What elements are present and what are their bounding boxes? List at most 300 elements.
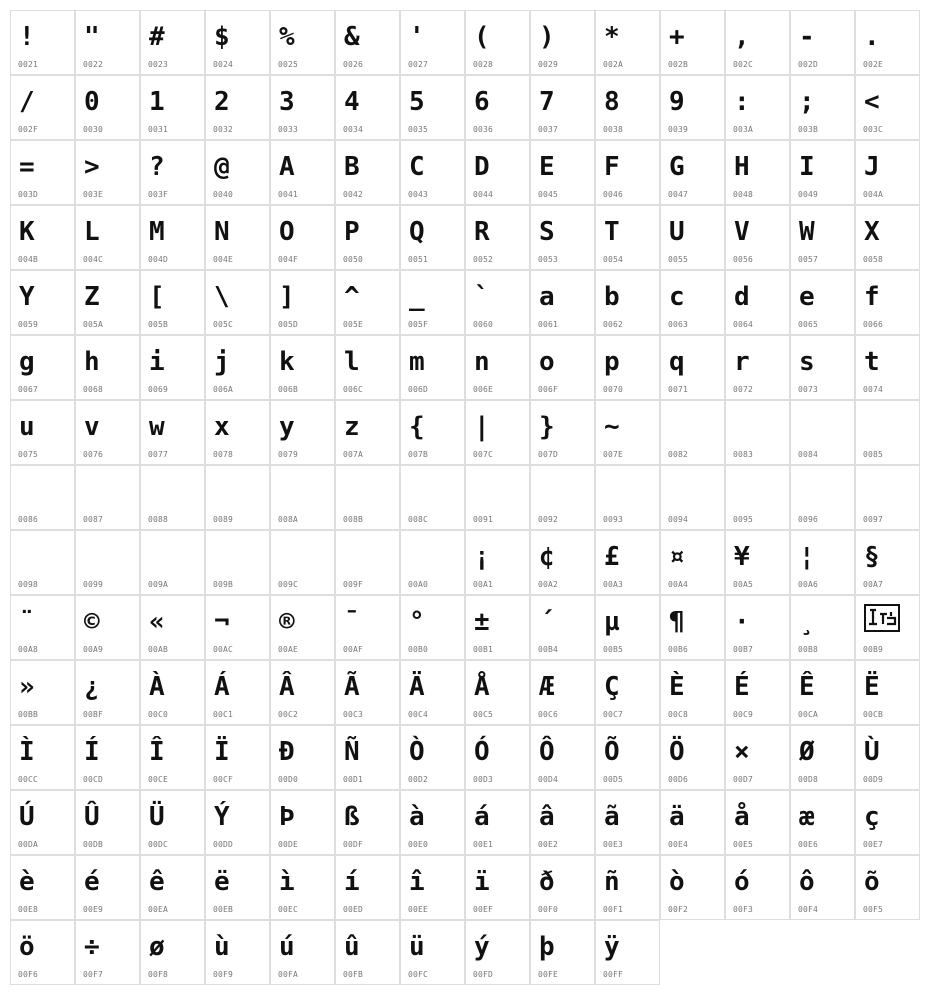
glyph-cell[interactable] [855, 75, 920, 140]
glyph-cell[interactable] [205, 920, 270, 985]
glyph-cell[interactable] [595, 10, 660, 75]
glyph-sample: h [84, 347, 100, 377]
glyph-cell[interactable] [10, 400, 75, 465]
glyph-cell[interactable] [205, 725, 270, 790]
glyph-cell[interactable] [270, 855, 335, 920]
glyph-cell[interactable] [75, 790, 140, 855]
glyph-cell[interactable] [270, 10, 335, 75]
glyph-cell[interactable] [465, 465, 530, 530]
glyph-cell[interactable] [855, 270, 920, 335]
glyph-cell[interactable] [270, 140, 335, 205]
glyph-cell[interactable] [140, 10, 205, 75]
glyph-cell[interactable] [335, 595, 400, 660]
glyph-cell[interactable] [205, 660, 270, 725]
glyph-sample: V [734, 217, 750, 247]
glyph-cell[interactable] [595, 140, 660, 205]
glyph-cell[interactable] [205, 10, 270, 75]
glyph-cell[interactable] [10, 465, 75, 530]
glyph-cell[interactable] [660, 790, 725, 855]
glyph-sample: c [669, 282, 685, 312]
glyph-cell[interactable] [855, 335, 920, 400]
glyph-cell[interactable] [205, 400, 270, 465]
glyph-cell[interactable] [270, 335, 335, 400]
glyph-cell[interactable] [270, 725, 335, 790]
glyph-cell[interactable] [205, 790, 270, 855]
glyph-cell[interactable] [270, 75, 335, 140]
glyph-codepoint-label: 00C4 [408, 710, 429, 719]
glyph-cell[interactable] [465, 75, 530, 140]
glyph-codepoint-label: 00B8 [798, 645, 819, 654]
glyph-cell[interactable] [660, 10, 725, 75]
glyph-sample: Ø [799, 737, 815, 767]
glyph-cell[interactable] [790, 660, 855, 725]
glyph-codepoint-label: 0061 [538, 320, 559, 329]
glyph-sample: ¿ [84, 672, 100, 702]
glyph-sample: j [214, 347, 230, 377]
glyph-cell[interactable] [205, 855, 270, 920]
glyph-cell[interactable] [335, 790, 400, 855]
glyph-cell[interactable] [855, 595, 920, 660]
glyph-cell[interactable] [75, 140, 140, 205]
glyph-codepoint-label: 0028 [473, 60, 494, 69]
glyph-cell[interactable] [335, 205, 400, 270]
glyph-cell[interactable] [335, 725, 400, 790]
glyph-map-grid [10, 10, 920, 985]
glyph-sample: , [734, 22, 750, 52]
glyph-codepoint-label: 0048 [733, 190, 754, 199]
glyph-cell[interactable] [660, 595, 725, 660]
glyph-codepoint-label: 00C6 [538, 710, 559, 719]
glyph-cell[interactable] [790, 270, 855, 335]
glyph-cell[interactable] [465, 660, 530, 725]
glyph-cell[interactable] [725, 335, 790, 400]
glyph-cell[interactable] [530, 595, 595, 660]
glyph-cell[interactable] [205, 595, 270, 660]
glyph-codepoint-label: 0051 [408, 255, 429, 264]
glyph-cell[interactable] [400, 725, 465, 790]
glyph-codepoint-label: 009B [213, 580, 234, 589]
glyph-cell[interactable] [400, 205, 465, 270]
glyph-codepoint-label: 0070 [603, 385, 624, 394]
glyph-cell[interactable] [335, 855, 400, 920]
glyph-cell[interactable] [270, 920, 335, 985]
glyph-cell[interactable] [465, 205, 530, 270]
glyph-cell[interactable] [465, 920, 530, 985]
glyph-codepoint-label: 0047 [668, 190, 689, 199]
glyph-cell[interactable] [530, 75, 595, 140]
glyph-sample: û [344, 932, 360, 962]
glyph-cell[interactable] [10, 530, 75, 595]
glyph-cell[interactable] [725, 75, 790, 140]
glyph-cell[interactable] [465, 140, 530, 205]
glyph-cell[interactable] [530, 725, 595, 790]
glyph-cell[interactable] [660, 660, 725, 725]
glyph-cell[interactable] [400, 465, 465, 530]
glyph-cell[interactable] [725, 725, 790, 790]
glyph-codepoint-label: 0074 [863, 385, 884, 394]
glyph-cell[interactable] [400, 10, 465, 75]
glyph-cell[interactable] [75, 335, 140, 400]
glyph-cell[interactable] [530, 790, 595, 855]
glyph-cell[interactable] [595, 595, 660, 660]
glyph-codepoint-label: 0032 [213, 125, 234, 134]
glyph-codepoint-label: 00BB [18, 710, 39, 719]
glyph-cell[interactable] [140, 530, 205, 595]
glyph-cell[interactable] [270, 595, 335, 660]
glyph-codepoint-label: 00A4 [668, 580, 689, 589]
glyph-cell[interactable] [725, 855, 790, 920]
glyph-cell[interactable] [205, 530, 270, 595]
superscript-one-box-icon [864, 604, 897, 630]
glyph-codepoint-label: 0025 [278, 60, 299, 69]
glyph-cell[interactable] [790, 530, 855, 595]
glyph-cell[interactable] [855, 205, 920, 270]
glyph-cell[interactable] [530, 400, 595, 465]
glyph-cell[interactable] [595, 465, 660, 530]
glyph-cell[interactable] [270, 530, 335, 595]
glyph-cell[interactable] [660, 335, 725, 400]
glyph-cell[interactable] [400, 530, 465, 595]
glyph-cell[interactable] [465, 270, 530, 335]
glyph-cell[interactable] [855, 725, 920, 790]
glyph-cell[interactable] [75, 530, 140, 595]
glyph-cell[interactable] [530, 335, 595, 400]
glyph-codepoint-label: 007D [538, 450, 559, 459]
glyph-cell[interactable] [465, 725, 530, 790]
glyph-codepoint-label: 00ED [343, 905, 364, 914]
glyph-cell[interactable] [660, 140, 725, 205]
glyph-cell[interactable] [75, 855, 140, 920]
glyph-codepoint-label: 007E [603, 450, 624, 459]
glyph-sample: » [19, 672, 35, 702]
glyph-codepoint-label: 00B0 [408, 645, 429, 654]
glyph-cell[interactable] [855, 400, 920, 465]
glyph-sample: S [539, 217, 555, 247]
glyph-cell[interactable] [660, 725, 725, 790]
glyph-cell[interactable] [10, 725, 75, 790]
glyph-sample: t [864, 347, 880, 377]
glyph-cell[interactable] [465, 790, 530, 855]
glyph-codepoint-label: 0098 [18, 580, 39, 589]
glyph-codepoint-label: 003E [83, 190, 104, 199]
glyph-cell[interactable] [595, 920, 660, 985]
glyph-codepoint-label: 005A [83, 320, 104, 329]
glyph-cell[interactable] [270, 790, 335, 855]
glyph-sample: W [799, 217, 815, 247]
glyph-sample: Þ [279, 802, 295, 832]
glyph-cell[interactable] [725, 660, 790, 725]
glyph-cell[interactable] [725, 465, 790, 530]
glyph-cell[interactable] [790, 725, 855, 790]
glyph-cell[interactable] [660, 465, 725, 530]
glyph-cell[interactable] [400, 335, 465, 400]
glyph-cell[interactable] [660, 270, 725, 335]
glyph-codepoint-label: 0073 [798, 385, 819, 394]
glyph-cell[interactable] [855, 140, 920, 205]
glyph-cell[interactable] [140, 465, 205, 530]
glyph-cell[interactable] [335, 75, 400, 140]
glyph-cell[interactable] [595, 400, 660, 465]
glyph-cell[interactable] [660, 75, 725, 140]
glyph-cell[interactable] [400, 400, 465, 465]
glyph-cell[interactable] [725, 10, 790, 75]
glyph-cell[interactable] [725, 205, 790, 270]
glyph-cell[interactable] [855, 790, 920, 855]
glyph-cell[interactable] [400, 660, 465, 725]
glyph-cell[interactable] [270, 270, 335, 335]
glyph-cell[interactable] [530, 920, 595, 985]
glyph-cell[interactable] [530, 660, 595, 725]
glyph-cell[interactable] [10, 270, 75, 335]
glyph-cell[interactable] [660, 400, 725, 465]
glyph-cell[interactable] [140, 660, 205, 725]
glyph-cell[interactable] [595, 530, 660, 595]
glyph-sample: « [149, 607, 165, 637]
glyph-codepoint-label: 00C9 [733, 710, 754, 719]
glyph-sample: q [669, 347, 685, 377]
glyph-cell[interactable] [205, 465, 270, 530]
glyph-codepoint-label: 00A0 [408, 580, 429, 589]
glyph-cell[interactable] [10, 855, 75, 920]
glyph-sample: ä [669, 802, 685, 832]
glyph-codepoint-label: 00D7 [733, 775, 754, 784]
glyph-cell[interactable] [140, 855, 205, 920]
glyph-cell[interactable] [530, 10, 595, 75]
glyph-codepoint-label: 002F [18, 125, 39, 134]
glyph-cell[interactable] [335, 10, 400, 75]
glyph-sample: I [799, 152, 815, 182]
glyph-sample: M [149, 217, 165, 247]
glyph-cell[interactable] [75, 595, 140, 660]
glyph-cell[interactable] [400, 270, 465, 335]
glyph-cell[interactable] [855, 10, 920, 75]
glyph-codepoint-label: 0066 [863, 320, 884, 329]
glyph-cell[interactable] [725, 270, 790, 335]
glyph-sample: R [474, 217, 490, 247]
glyph-codepoint-label: 00AE [278, 645, 299, 654]
glyph-cell[interactable] [725, 140, 790, 205]
glyph-cell[interactable] [140, 790, 205, 855]
glyph-codepoint-label: 0029 [538, 60, 559, 69]
glyph-codepoint-label: 00E6 [798, 840, 819, 849]
glyph-cell[interactable] [75, 10, 140, 75]
glyph-codepoint-label: 0084 [798, 450, 819, 459]
glyph-cell[interactable] [10, 75, 75, 140]
glyph-cell[interactable] [75, 725, 140, 790]
glyph-cell[interactable] [205, 335, 270, 400]
glyph-cell[interactable] [855, 465, 920, 530]
glyph-codepoint-label: 0023 [148, 60, 169, 69]
glyph-codepoint-label: 00FB [343, 970, 364, 979]
glyph-cell[interactable] [725, 400, 790, 465]
glyph-codepoint-label: 00C3 [343, 710, 364, 719]
glyph-cell[interactable] [75, 920, 140, 985]
glyph-cell[interactable] [10, 790, 75, 855]
glyph-cell[interactable] [790, 140, 855, 205]
glyph-cell[interactable] [10, 595, 75, 660]
glyph-sample: J [864, 152, 880, 182]
glyph-cell[interactable] [335, 400, 400, 465]
glyph-sample: * [604, 22, 620, 52]
glyph-cell[interactable] [75, 270, 140, 335]
glyph-codepoint-label: 0050 [343, 255, 364, 264]
glyph-cell[interactable] [335, 465, 400, 530]
glyph-codepoint-label: 00B1 [473, 645, 494, 654]
glyph-cell[interactable] [205, 270, 270, 335]
glyph-codepoint-label: 003C [863, 125, 884, 134]
glyph-cell[interactable] [400, 75, 465, 140]
glyph-cell[interactable] [335, 660, 400, 725]
glyph-cell[interactable] [140, 205, 205, 270]
glyph-cell[interactable] [855, 855, 920, 920]
glyph-cell[interactable] [335, 335, 400, 400]
glyph-sample: Ì [19, 737, 35, 767]
glyph-cell[interactable] [465, 530, 530, 595]
glyph-cell[interactable] [790, 335, 855, 400]
glyph-cell[interactable] [10, 140, 75, 205]
glyph-sample: Ñ [344, 737, 360, 767]
glyph-cell[interactable] [400, 855, 465, 920]
glyph-cell[interactable] [790, 790, 855, 855]
glyph-cell[interactable] [10, 10, 75, 75]
glyph-sample: â [539, 802, 555, 832]
glyph-cell[interactable] [595, 725, 660, 790]
glyph-codepoint-label: 0071 [668, 385, 689, 394]
glyph-cell[interactable] [530, 855, 595, 920]
glyph-cell[interactable] [75, 75, 140, 140]
glyph-codepoint-label: 004D [148, 255, 169, 264]
glyph-cell[interactable] [530, 205, 595, 270]
glyph-cell[interactable] [140, 270, 205, 335]
glyph-cell[interactable] [790, 855, 855, 920]
glyph-cell[interactable] [790, 75, 855, 140]
glyph-sample: # [149, 22, 165, 52]
glyph-cell[interactable] [335, 530, 400, 595]
glyph-sample: Ã [344, 672, 360, 702]
glyph-cell[interactable] [140, 335, 205, 400]
glyph-sample: à [409, 802, 425, 832]
glyph-cell[interactable] [140, 595, 205, 660]
glyph-cell[interactable] [140, 725, 205, 790]
glyph-cell[interactable] [465, 10, 530, 75]
glyph-cell[interactable] [335, 270, 400, 335]
glyph-cell[interactable] [400, 790, 465, 855]
glyph-cell[interactable] [660, 530, 725, 595]
glyph-cell[interactable] [595, 790, 660, 855]
glyph-cell[interactable] [595, 205, 660, 270]
glyph-cell[interactable] [530, 270, 595, 335]
glyph-cell[interactable] [270, 205, 335, 270]
glyph-sample: ¥ [734, 542, 750, 572]
glyph-cell[interactable] [660, 205, 725, 270]
glyph-cell[interactable] [140, 400, 205, 465]
glyph-codepoint-label: 0039 [668, 125, 689, 134]
glyph-codepoint-label: 0082 [668, 450, 689, 459]
glyph-codepoint-label: 00AF [343, 645, 364, 654]
glyph-cell[interactable] [140, 75, 205, 140]
glyph-cell[interactable] [595, 75, 660, 140]
glyph-cell[interactable] [75, 465, 140, 530]
glyph-cell[interactable] [465, 400, 530, 465]
glyph-cell[interactable] [790, 10, 855, 75]
glyph-cell[interactable] [10, 660, 75, 725]
glyph-sample: a [539, 282, 555, 312]
glyph-sample: . [864, 22, 880, 52]
glyph-cell[interactable] [595, 270, 660, 335]
glyph-cell[interactable] [530, 140, 595, 205]
glyph-cell[interactable] [10, 920, 75, 985]
glyph-codepoint-label: 0042 [343, 190, 364, 199]
glyph-cell[interactable] [595, 335, 660, 400]
glyph-cell[interactable] [205, 75, 270, 140]
glyph-codepoint-label: 0086 [18, 515, 39, 524]
glyph-cell[interactable] [205, 205, 270, 270]
glyph-cell[interactable] [465, 335, 530, 400]
glyph-cell[interactable] [140, 920, 205, 985]
glyph-cell[interactable] [465, 855, 530, 920]
glyph-codepoint-label: 0075 [18, 450, 39, 459]
glyph-cell[interactable] [335, 920, 400, 985]
glyph-codepoint-label: 00D6 [668, 775, 689, 784]
glyph-codepoint-label: 00A3 [603, 580, 624, 589]
glyph-cell[interactable] [530, 530, 595, 595]
glyph-cell[interactable] [790, 595, 855, 660]
glyph-codepoint-label: 00B4 [538, 645, 559, 654]
glyph-cell[interactable] [660, 855, 725, 920]
glyph-sample: i [149, 347, 165, 377]
glyph-sample: É [734, 672, 750, 702]
glyph-cell[interactable] [75, 205, 140, 270]
glyph-cell[interactable] [465, 595, 530, 660]
glyph-cell[interactable] [400, 140, 465, 205]
glyph-cell[interactable] [530, 465, 595, 530]
glyph-cell[interactable] [725, 790, 790, 855]
glyph-cell[interactable] [725, 530, 790, 595]
glyph-cell[interactable] [270, 660, 335, 725]
glyph-codepoint-label: 006A [213, 385, 234, 394]
glyph-cell[interactable] [335, 140, 400, 205]
glyph-codepoint-label: 00DD [213, 840, 234, 849]
glyph-cell[interactable] [205, 140, 270, 205]
glyph-cell[interactable] [400, 595, 465, 660]
glyph-codepoint-label: 004C [83, 255, 104, 264]
glyph-codepoint-label: 0052 [473, 255, 494, 264]
glyph-cell[interactable] [855, 530, 920, 595]
glyph-cell[interactable] [270, 400, 335, 465]
glyph-cell[interactable] [270, 465, 335, 530]
glyph-sample: ò [669, 867, 685, 897]
glyph-cell[interactable] [790, 465, 855, 530]
glyph-codepoint-label: 00C5 [473, 710, 494, 719]
glyph-cell[interactable] [595, 660, 660, 725]
glyph-codepoint-label: 00AB [148, 645, 169, 654]
glyph-codepoint-label: 00FE [538, 970, 559, 979]
glyph-cell[interactable] [725, 595, 790, 660]
glyph-cell[interactable] [140, 140, 205, 205]
glyph-cell[interactable] [595, 855, 660, 920]
glyph-cell[interactable] [855, 660, 920, 725]
glyph-cell[interactable] [400, 920, 465, 985]
glyph-sample: Í [84, 737, 100, 767]
glyph-cell[interactable] [10, 205, 75, 270]
glyph-cell[interactable] [10, 335, 75, 400]
glyph-cell[interactable] [790, 205, 855, 270]
glyph-codepoint-label: 006C [343, 385, 364, 394]
glyph-cell[interactable] [75, 660, 140, 725]
glyph-codepoint-label: 00EF [473, 905, 494, 914]
glyph-cell[interactable] [75, 400, 140, 465]
glyph-cell[interactable] [790, 400, 855, 465]
